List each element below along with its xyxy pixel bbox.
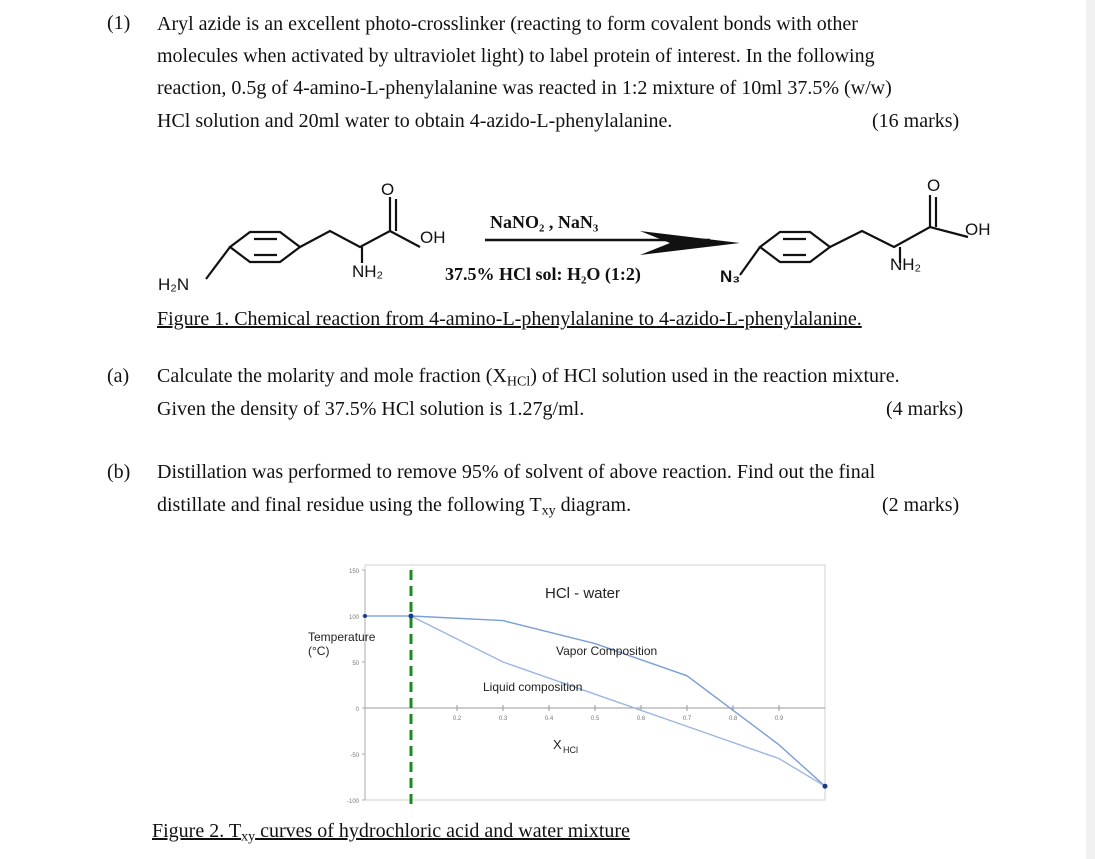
part-a-number: (a)	[107, 365, 130, 387]
part-a-line-1: Calculate the molarity and mole fraction $(X_{HCl})$ of HCl solution used in the reaction mixture.	[157, 365, 900, 390]
reagents-bottom: 37.5% HCl sol: H₂O (1:2)	[445, 264, 641, 284]
reagents-top: NaNO₂ , NaN₃	[490, 212, 599, 232]
amino-group-left: NH₂	[352, 262, 384, 281]
x-tick-label: 0.2	[452, 716, 462, 722]
q1-line-3: reaction, 0.5g of 4-amino-L-phenylalanine was reacted in 1:2 mixture of 10ml 37.5% (w/w)	[157, 77, 892, 99]
carbonyl-o-left: O	[381, 180, 395, 199]
part-b-line-1: Distillation was performed to remove 95% of solvent of above reaction. Find out the final	[157, 461, 876, 483]
part-b-marks: (2 marks)	[882, 494, 960, 516]
part-a-line-2: Given the density of 37.5% HCl solution is 1.27g/ml.	[157, 398, 585, 420]
q1-marks: (16 marks)	[872, 110, 960, 132]
liquid-curve	[365, 616, 825, 786]
x-tick-label: 0.4	[544, 716, 554, 722]
txy-diagram	[300, 555, 840, 820]
x-tick-label: 0.7	[682, 716, 692, 722]
q1-line-2: molecules when activated by ultraviolet light) to label protein of interest. In the following	[157, 45, 875, 67]
reaction-arrow-head	[640, 231, 740, 255]
part-b-line-2: distillate and final residue using the following $T_{xy}$ diagram.	[157, 494, 632, 519]
hydroxyl-right: OH	[965, 220, 991, 239]
x-tick-label: 0.9	[774, 716, 784, 722]
y-axis-label: Temperature	[308, 630, 376, 644]
chart-title: HCl - water	[545, 585, 621, 602]
x-axis-label: X	[553, 737, 562, 752]
y-tick-label: 150	[348, 569, 359, 575]
amine-bond	[206, 247, 230, 279]
x-tick-label: 0.6	[636, 716, 646, 722]
side-chain-left	[300, 231, 420, 247]
azeotrope-point	[409, 614, 414, 619]
question-number: (1)	[107, 12, 131, 34]
x-tick-label: 0.8	[728, 716, 738, 722]
vapor-composition-label: Vapor Composition	[556, 644, 658, 658]
benzene-ring-right	[760, 232, 830, 262]
y-tick-label: -100	[346, 799, 359, 805]
figure-2-caption: Figure 2. $T_{xy}$ curves of hydrochloric acid and water mixture	[152, 820, 630, 845]
side-chain-right	[830, 227, 968, 247]
part-b-number: (b)	[107, 461, 131, 483]
water-bp-point	[363, 614, 367, 618]
scrollbar-track[interactable]	[1086, 0, 1095, 859]
q1-line-1: Aryl azide is an excellent photo-crosslinker (reacting to form covalent bonds with other	[157, 13, 858, 35]
para-amine-group: H₂N	[158, 275, 190, 294]
vapor-curve	[365, 616, 825, 786]
x-tick-label: 0.3	[498, 716, 508, 722]
hcl-bp-point	[823, 784, 828, 789]
y-tick-label: -50	[350, 753, 359, 759]
carbonyl-o-right: O	[927, 176, 941, 195]
q1-line-4: HCl solution and 20ml water to obtain 4-azido-L-phenylalanine.	[157, 110, 673, 132]
hydroxyl-left: OH	[420, 228, 446, 247]
y-axis-unit: (°C)	[308, 644, 330, 658]
benzene-ring-left	[230, 232, 300, 262]
part-a-marks: (4 marks)	[886, 398, 964, 420]
x-tick-label: 0.5	[590, 716, 600, 722]
liquid-composition-label: Liquid composition	[483, 680, 583, 694]
y-tick-label: 100	[348, 615, 359, 621]
azide-group: N₃	[720, 267, 741, 286]
x-axis-label-sub: HCl	[563, 745, 578, 755]
y-tick-label: 50	[352, 661, 359, 667]
y-tick-label: 0	[355, 707, 359, 713]
amino-group-right: NH₂	[890, 255, 922, 274]
figure-1-caption: Figure 1. Chemical reaction from 4-amino-L-phenylalanine to 4-azido-L-phenylalanine.	[157, 308, 862, 330]
